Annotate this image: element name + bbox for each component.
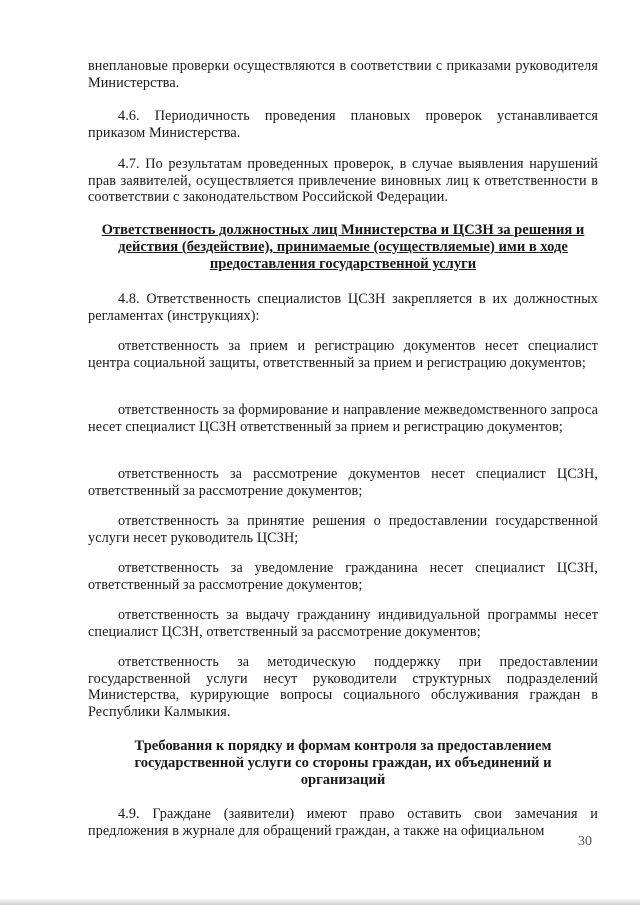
list-item-notification: ответственность за уведомление гражданина несет специалист ЦСЗН, ответственный за рассмотрение документов; [88,560,598,593]
list-item-registration: ответственность за прием и регистрацию документов несет специалист центра социальной защиты, ответственный за прием и регистрацию документов; [88,338,598,371]
section-heading-control-requirements: Требования к порядку и формам контроля за предоставлением государственной услуги со стороны граждан, их объединений и организаций [134,738,552,788]
list-item-program-issuance: ответственность за выдачу гражданину индивидуальной программы несет специалист ЦСЗН, ответственный за рассмотрение документов; [88,607,598,640]
list-item-methodical-support: ответственность за методическую поддержку при предоставлении государственной услуги несут руководители структурных подразделений Министерства, курирующие вопросы социального обслуживания граждан в Республики Калмыкия. [88,654,598,720]
paragraph-continuation: внеплановые проверки осуществляются в соответствии с приказами руководителя Министерства. [88,58,598,91]
page-number: 30 [578,834,592,849]
paragraph-4-7: 4.7. По результатам проведенных проверок, в случае выявления нарушений прав заявителей, осуществляется привлечение виновных лиц к ответственности в соответствии с законодательством Российской Федерации. [88,156,598,206]
list-item-interagency-request: ответственность за формирование и направление межведомственного запроса несет специалист ЦСЗН ответственный за прием и регистрацию документов; [88,402,598,435]
list-item-document-review: ответственность за рассмотрение документов несет специалист ЦСЗН, ответственный за рассмотрение документов; [88,466,598,499]
list-item-decision: ответственность за принятие решения о предоставлении государственной услуги несет руководитель ЦСЗН; [88,513,598,546]
paragraph-4-8: 4.8. Ответственность специалистов ЦСЗН закрепляется в их должностных регламентах (инструкциях): [88,291,598,324]
paragraph-4-6: 4.6. Периодичность проведения плановых проверок устанавливается приказом Министерства. [88,108,598,141]
scan-bottom-edge [0,898,640,905]
section-heading-responsibility: Ответственность должностных лиц Министерства и ЦСЗН за решения и действия (бездействие), принимаемые (осуществляемые) ими в ходе предоставления государственной услуги [101,222,585,272]
paragraph-4-9: 4.9. Граждане (заявители) имеют право оставить свои замечания и предложения в журнале для обращений граждан, а также на официальном [88,806,598,839]
